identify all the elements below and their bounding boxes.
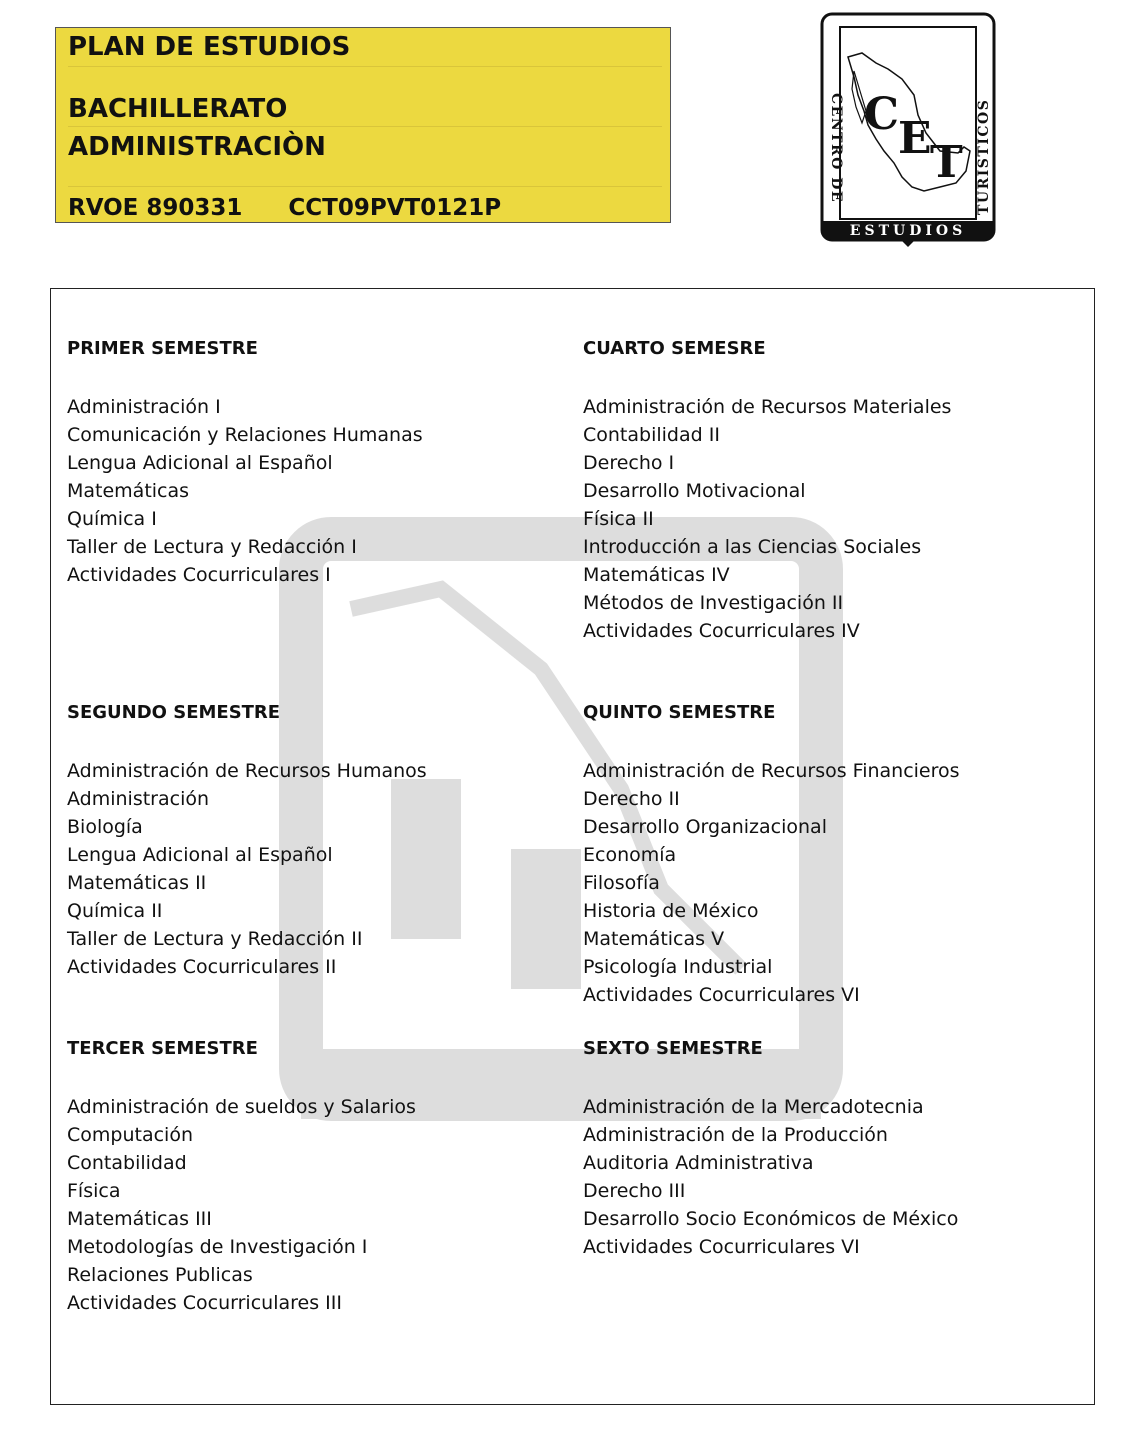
subject-list — [67, 393, 423, 589]
semester-block-cuarto — [583, 337, 951, 645]
semester-title: SEGUNDO SEMESTRE — [67, 702, 281, 723]
subject-item: Matemáticas III — [67, 1208, 212, 1230]
subject-item: Filosofía — [583, 872, 660, 894]
semester-title: TERCER SEMESTRE — [67, 1038, 258, 1059]
semester-block-sexto — [583, 1037, 958, 1261]
subject-item: Administración I — [67, 396, 221, 418]
subject-item: Administración de la Producción — [583, 1124, 888, 1146]
subject-item: Computación — [67, 1124, 193, 1146]
subject-item: Taller de Lectura y Redacción II — [67, 928, 363, 950]
subject-item: Psicología Industrial — [583, 956, 773, 978]
subject-item: Administración de la Mercadotecnia — [583, 1096, 924, 1118]
logo-letters: CET — [864, 89, 963, 188]
header-box — [55, 27, 671, 223]
page-title: PLAN DE ESTUDIOS — [68, 32, 351, 62]
subject-item: Administración de Recursos Financieros — [583, 760, 960, 782]
subject-item: Matemáticas V — [583, 928, 725, 950]
semester-title: PRIMER SEMESTRE — [67, 338, 258, 359]
semester-title: QUINTO SEMESTRE — [583, 702, 776, 723]
subject-item: Química I — [67, 508, 157, 530]
subject-item: Contabilidad — [67, 1152, 187, 1174]
subject-list — [67, 1093, 416, 1317]
curriculum-frame — [50, 288, 1095, 1405]
semester-block-tercer — [67, 1037, 416, 1317]
subject-item: Matemáticas — [67, 480, 190, 502]
semester-title: CUARTO SEMESRE — [583, 338, 766, 359]
subject-item: Biología — [67, 816, 143, 838]
cet-logo — [818, 11, 998, 247]
semester-title: SEXTO SEMESTRE — [583, 1038, 763, 1059]
subject-item: Actividades Cocurriculares VI — [583, 1236, 860, 1258]
subject-item: Lengua Adicional al Español — [67, 452, 333, 474]
subject-item: Administración de Recursos Humanos — [67, 760, 427, 782]
registration-codes — [68, 195, 501, 221]
subject-item: Química II — [67, 900, 163, 922]
subject-list — [583, 757, 960, 1009]
subject-item: Taller de Lectura y Redacción I — [67, 536, 357, 558]
subject-item: Matemáticas II — [67, 872, 207, 894]
subject-list — [67, 757, 427, 981]
header-rule — [68, 126, 662, 127]
program-name-line-2: ADMINISTRACIÒN — [68, 132, 326, 162]
subject-item: Historia de México — [583, 900, 759, 922]
subject-item: Actividades Cocurriculares II — [67, 956, 337, 978]
subject-item: Actividades Cocurriculares IV — [583, 620, 860, 642]
logo-right-text: TURISTICOS — [976, 98, 992, 215]
semester-block-quinto — [583, 701, 960, 1009]
subject-item: Comunicación y Relaciones Humanas — [67, 424, 423, 446]
subject-item: Desarrollo Organizacional — [583, 816, 827, 838]
program-name-line-1: BACHILLERATO — [68, 94, 288, 124]
subject-item: Actividades Cocurriculares I — [67, 564, 331, 586]
subject-list — [583, 393, 951, 645]
rvoe-code: RVOE 890331 — [68, 195, 243, 221]
subject-item: Física — [67, 1180, 121, 1202]
header-rule — [68, 186, 662, 187]
subject-item: Actividades Cocurriculares VI — [583, 984, 860, 1006]
subject-item: Métodos de Investigación II — [583, 592, 844, 614]
semester-block-segundo — [67, 701, 427, 981]
subject-item: Desarrollo Socio Económicos de México — [583, 1208, 959, 1230]
subject-item: Administración — [67, 788, 210, 810]
subject-item: Física II — [583, 508, 654, 530]
subject-item: Administración de Recursos Materiales — [583, 396, 952, 418]
header-rule — [68, 66, 662, 67]
subject-item: Derecho II — [583, 788, 680, 810]
subject-item: Desarrollo Motivacional — [583, 480, 806, 502]
subject-item: Introducción a las Ciencias Sociales — [583, 536, 922, 558]
subject-list — [583, 1093, 958, 1261]
subject-item: Administración de sueldos y Salarios — [67, 1096, 416, 1118]
subject-item: Metodologías de Investigación I — [67, 1236, 368, 1258]
semester-block-primer — [67, 337, 423, 589]
cct-code: CCT09PVT0121P — [288, 195, 502, 221]
subject-item: Contabilidad II — [583, 424, 720, 446]
subject-item: Lengua Adicional al Español — [67, 844, 333, 866]
logo-bottom-text: ESTUDIOS — [849, 223, 967, 239]
subject-item: Auditoria Administrativa — [583, 1152, 814, 1174]
subject-item: Economía — [583, 844, 677, 866]
subject-item: Derecho I — [583, 452, 675, 474]
subject-item: Derecho III — [583, 1180, 686, 1202]
subject-item: Relaciones Publicas — [67, 1264, 253, 1286]
logo-left-text: CENTRO DE — [828, 93, 844, 204]
subject-item: Actividades Cocurriculares III — [67, 1292, 342, 1314]
subject-item: Matemáticas IV — [583, 564, 730, 586]
